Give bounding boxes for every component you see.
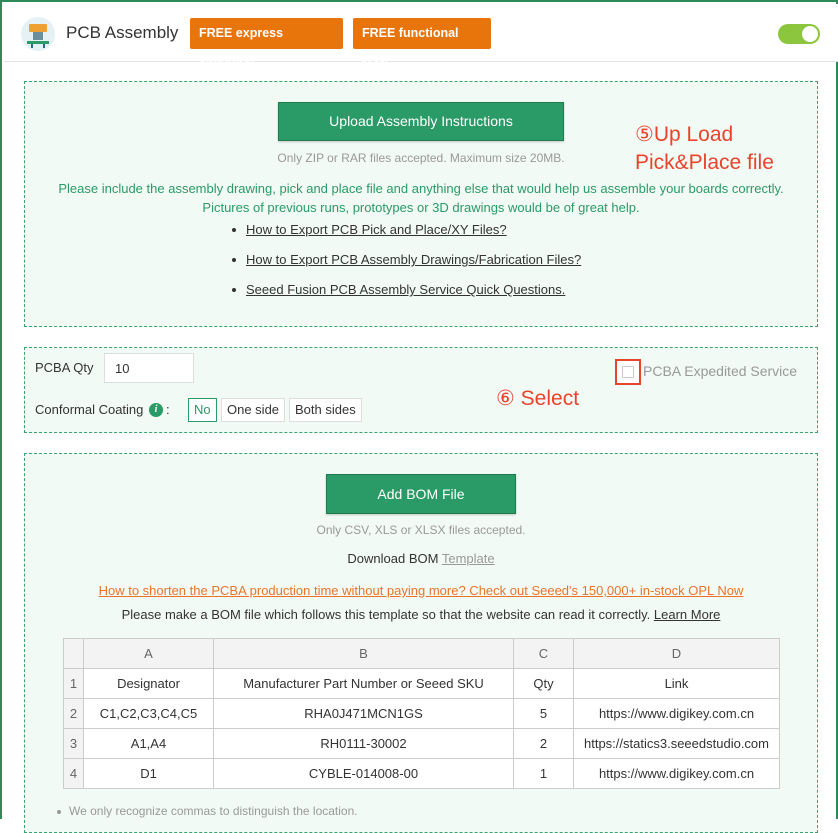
info-icon[interactable]: i bbox=[149, 403, 163, 417]
link-cell: Link bbox=[574, 669, 780, 699]
table-row bbox=[64, 699, 780, 729]
pcba-options-panel bbox=[24, 347, 818, 433]
link-cell: https://statics3.seeedstudio.com bbox=[574, 729, 780, 759]
help-links-list bbox=[232, 222, 581, 312]
assembly-toggle[interactable] bbox=[778, 24, 820, 44]
pcba-qty-input[interactable] bbox=[104, 353, 194, 383]
conformal-coating-label: Conformal Coating bbox=[35, 402, 144, 417]
step5-line1: ⑤Up Load bbox=[635, 123, 734, 146]
part-number-cell: CYBLE-014008-00 bbox=[214, 759, 514, 789]
download-bom-text: Download BOM bbox=[347, 551, 439, 566]
list-item bbox=[232, 252, 581, 282]
bom-hint: Only CSV, XLS or XLSX files accepted. bbox=[316, 523, 526, 537]
designator-cell: D1 bbox=[84, 759, 214, 789]
list-item bbox=[232, 222, 581, 252]
designator-cell: C1,C2,C3,C4,C5 bbox=[84, 699, 214, 729]
row-number: 3 bbox=[64, 729, 84, 759]
designator-cell: Designator bbox=[84, 669, 214, 699]
link-cell: https://www.digikey.com.cn bbox=[574, 699, 780, 729]
table-row bbox=[64, 759, 780, 789]
column-letter: C bbox=[514, 639, 574, 669]
qty-cell: 2 bbox=[514, 729, 574, 759]
bom-panel bbox=[24, 453, 818, 833]
list-item bbox=[232, 282, 581, 312]
qty-cell: 5 bbox=[514, 699, 574, 729]
bom-template-link[interactable]: Template bbox=[441, 551, 495, 566]
step5-annotation bbox=[635, 121, 774, 177]
step6-annotation: ⑥ Select bbox=[496, 387, 580, 410]
expedited-label: PCBA Expedited Service bbox=[643, 363, 798, 379]
add-bom-button[interactable]: Add BOM File bbox=[326, 474, 516, 514]
qty-cell: Qty bbox=[514, 669, 574, 699]
upload-hint: Only ZIP or RAR files accepted. Maximum size 20MB. bbox=[277, 151, 565, 165]
assembly-drawings-help-link[interactable]: How to Export PCB Assembly Drawings/Fabrication Files? bbox=[246, 252, 582, 267]
row-number: 4 bbox=[64, 759, 84, 789]
table-row bbox=[64, 729, 780, 759]
coating-colon: : bbox=[166, 402, 170, 417]
page-title: PCB Assembly bbox=[66, 23, 179, 42]
bom-note-text: Please make a BOM file which follows this template so that the website can read it correctly. bbox=[121, 607, 651, 622]
bom-footnote: We only recognize commas to distinguish the location. bbox=[69, 804, 358, 818]
pcba-qty-label: PCBA Qty bbox=[35, 360, 94, 375]
table-header-row bbox=[64, 639, 780, 669]
download-bom-row bbox=[25, 551, 817, 566]
part-number-cell: RHA0J471MCN1GS bbox=[214, 699, 514, 729]
coating-option-both-sides[interactable]: Both sides bbox=[289, 398, 362, 422]
corner-cell bbox=[64, 639, 84, 669]
qty-cell: 1 bbox=[514, 759, 574, 789]
upload-assembly-button[interactable]: Upload Assembly Instructions bbox=[278, 102, 564, 141]
row-number: 1 bbox=[64, 669, 84, 699]
row-number: 2 bbox=[64, 699, 84, 729]
link-cell: https://www.digikey.com.cn bbox=[574, 759, 780, 789]
bom-note bbox=[25, 607, 817, 622]
part-number-cell: RH0111-30002 bbox=[214, 729, 514, 759]
coating-option-one-side[interactable]: One side bbox=[221, 398, 285, 422]
step5-line2: Pick&Place file bbox=[635, 151, 774, 174]
designator-cell: A1,A4 bbox=[84, 729, 214, 759]
page-header bbox=[4, 4, 838, 71]
free-shipping-badge: FREE express shipping! bbox=[190, 18, 343, 49]
toggle-knob bbox=[802, 26, 818, 42]
upload-description: Please include the assembly drawing, pick and place file and anything else that would help us assemble your boards correctly. Pictures of previous runs, prototypes or 3D drawings would be of great help. bbox=[58, 181, 784, 215]
pick-place-help-link[interactable]: How to Export PCB Pick and Place/XY Files? bbox=[246, 222, 507, 237]
opl-promo-link[interactable]: How to shorten the PCBA production time without paying more? Check out Seeed's 150,000+ in-stock OPL Now bbox=[98, 583, 744, 598]
part-number-cell: Manufacturer Part Number or Seeed SKU bbox=[214, 669, 514, 699]
upload-instructions-panel bbox=[24, 81, 818, 327]
free-test-badge: FREE functional test! bbox=[353, 18, 491, 49]
column-letter: B bbox=[214, 639, 514, 669]
column-letter: A bbox=[84, 639, 214, 669]
quick-questions-link[interactable]: Seeed Fusion PCB Assembly Service Quick Questions. bbox=[246, 282, 566, 297]
pcb-assembly-logo-icon bbox=[20, 16, 56, 52]
coating-option-no[interactable]: No bbox=[188, 398, 217, 422]
learn-more-link[interactable]: Learn More bbox=[653, 607, 721, 622]
bom-template-table bbox=[63, 638, 780, 789]
column-letter: D bbox=[574, 639, 780, 669]
table-row bbox=[64, 669, 780, 699]
expedited-checkbox[interactable] bbox=[615, 359, 641, 385]
